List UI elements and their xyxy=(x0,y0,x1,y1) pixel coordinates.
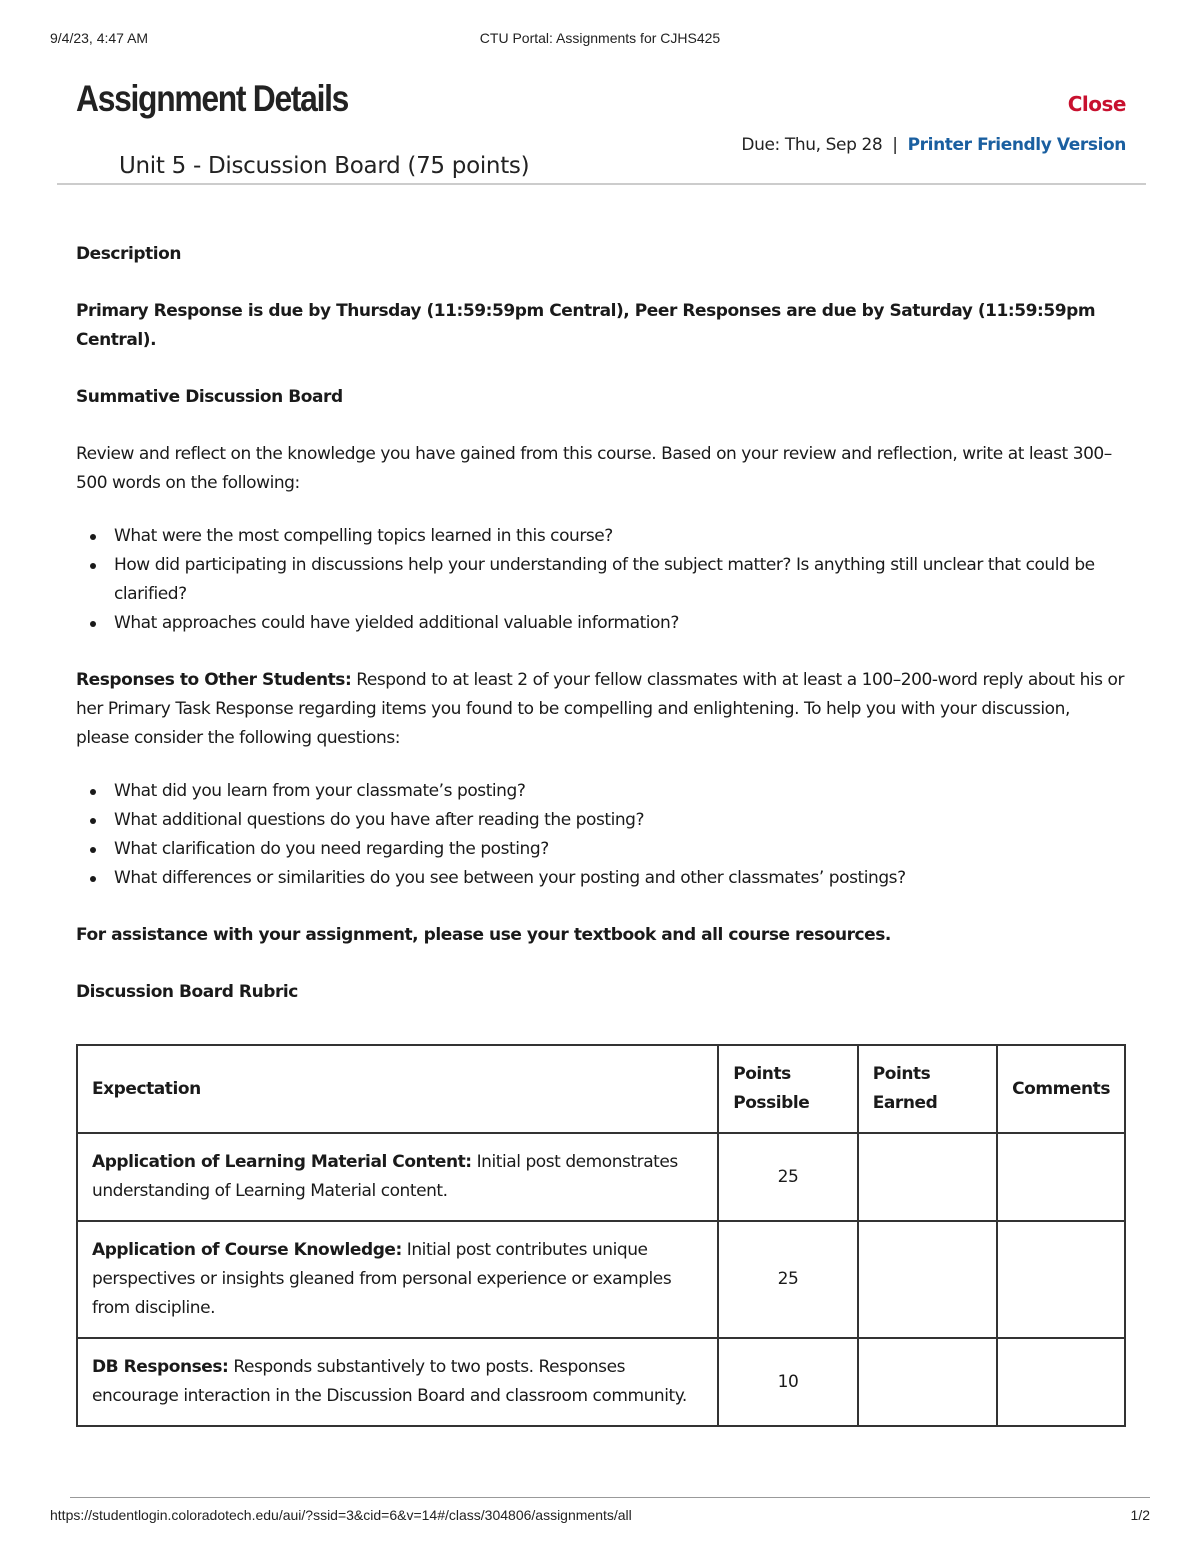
comments-cell xyxy=(997,1338,1125,1426)
page-title: Assignment Details xyxy=(76,78,349,119)
response-question-list xyxy=(76,777,1126,893)
assistance-text: For assistance with your assignment, please use your textbook and all course resources. xyxy=(76,925,891,945)
print-header xyxy=(50,30,1150,50)
points-possible-cell: 10 xyxy=(718,1338,858,1426)
list-item: What did you learn from your classmate’s posting? xyxy=(114,777,1126,806)
separator: | xyxy=(892,135,898,155)
description-heading: Description xyxy=(76,244,182,264)
rubric-table xyxy=(76,1044,1126,1427)
list-item: How did participating in discussions help your understanding of the subject matter? Is anything still unclear that could be clarified? xyxy=(114,551,1126,609)
question-list xyxy=(76,522,1126,638)
review-text: Review and reflect on the knowledge you have gained from this course. Based on your review and reflection, write at least 300–500 words on the following: xyxy=(76,444,1112,493)
table-header-row xyxy=(77,1045,1125,1133)
list-item: What clarification do you need regarding the posting? xyxy=(114,835,1126,864)
due-note: Primary Response is due by Thursday (11:59:59pm Central), Peer Responses are due by Saturday (11:59:59pm Central). xyxy=(76,301,1096,350)
points-earned-cell xyxy=(858,1338,997,1426)
expectation-text: Initial post contributes unique perspectives or insights gleaned from personal experience or examples from discipline. xyxy=(92,1240,672,1318)
points-earned-cell xyxy=(858,1133,997,1221)
column-header-expectation: Expectation xyxy=(77,1045,718,1133)
column-header-points-possible: Points Possible xyxy=(718,1045,858,1133)
expectation-cell xyxy=(77,1338,718,1426)
header-divider xyxy=(57,183,1146,185)
responses-label: Responses to Other Students: xyxy=(76,670,352,690)
points-earned-cell xyxy=(858,1221,997,1338)
print-url: https://studentlogin.coloradotech.edu/aui/?ssid=3&cid=6&v=14#/class/304806/assignments/all xyxy=(50,1507,632,1523)
rubric-heading: Discussion Board Rubric xyxy=(76,982,298,1002)
responses-paragraph xyxy=(76,666,1126,753)
expectation-label: Application of Learning Material Content: xyxy=(92,1152,472,1172)
column-header-comments: Comments xyxy=(997,1045,1125,1133)
expectation-label: Application of Course Knowledge: xyxy=(92,1240,402,1260)
due-line xyxy=(741,135,1126,155)
list-item: What additional questions do you have after reading the posting? xyxy=(114,806,1126,835)
responses-text: Respond to at least 2 of your fellow classmates with at least a 100–200-word reply about his or her Primary Task Response regarding items you found to be compelling and enlightening. To help you with your discussion, please consider the following questions: xyxy=(76,670,1125,748)
table-row xyxy=(77,1221,1125,1338)
column-header-points-earned: Points Earned xyxy=(858,1045,997,1133)
expectation-cell xyxy=(77,1221,718,1338)
print-page-title: CTU Portal: Assignments for CJHS425 xyxy=(479,30,721,46)
footer-divider xyxy=(70,1497,1150,1498)
comments-cell xyxy=(997,1133,1125,1221)
table-row xyxy=(77,1338,1125,1426)
points-possible-cell: 25 xyxy=(718,1221,858,1338)
due-date: Due: Thu, Sep 28 xyxy=(741,135,883,155)
table-row xyxy=(77,1133,1125,1221)
list-item: What approaches could have yielded additional valuable information? xyxy=(114,609,1126,638)
points-possible-cell: 25 xyxy=(718,1133,858,1221)
list-item: What were the most compelling topics learned in this course? xyxy=(114,522,1126,551)
expectation-text: Responds substantively to two posts. Responses encourage interaction in the Discussion Board and classroom community. xyxy=(92,1357,687,1406)
unit-title: Unit 5 - Discussion Board (75 points) xyxy=(119,153,530,179)
expectation-text: Initial post demonstrates understanding of Learning Material content. xyxy=(92,1152,678,1201)
assignment-description xyxy=(76,240,1126,1035)
expectation-label: DB Responses: xyxy=(92,1357,229,1377)
summative-heading: Summative Discussion Board xyxy=(76,387,343,407)
close-link[interactable]: Close xyxy=(1067,92,1126,116)
list-item: What differences or similarities do you see between your posting and other classmates’ postings? xyxy=(114,864,1126,893)
print-datetime: 9/4/23, 4:47 AM xyxy=(50,30,149,46)
page-number: 1/2 xyxy=(1130,1507,1150,1523)
comments-cell xyxy=(997,1221,1125,1338)
expectation-cell xyxy=(77,1133,718,1221)
printer-friendly-link[interactable]: Printer Friendly Version xyxy=(907,135,1126,155)
